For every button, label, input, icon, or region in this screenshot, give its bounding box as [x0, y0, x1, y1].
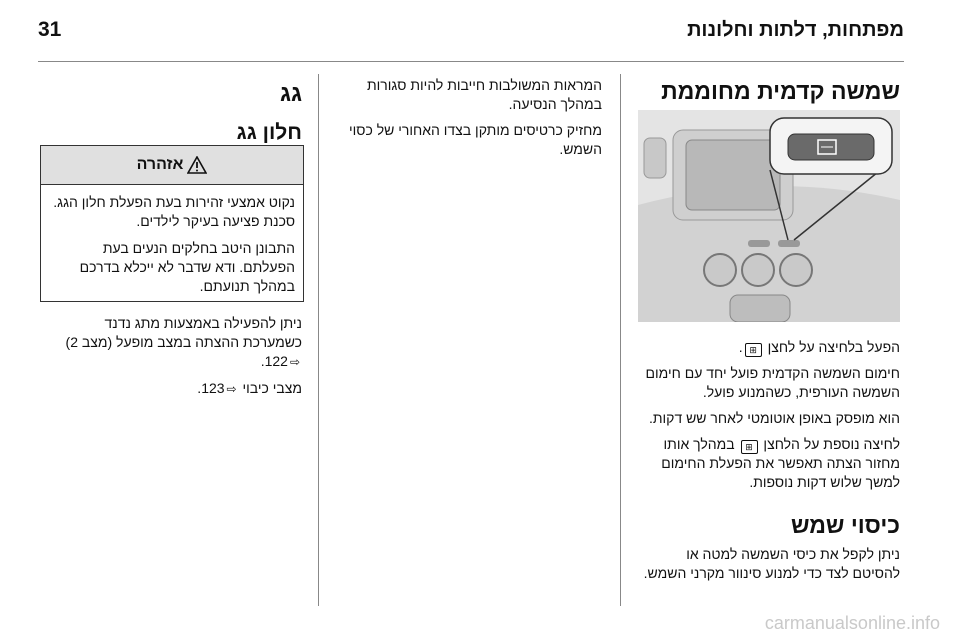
page-reference: 122 [264, 353, 288, 369]
roof-text [40, 314, 302, 399]
dashboard-illustration [638, 110, 900, 322]
page-reference-arrow-icon: ⇨ [226, 382, 237, 396]
warning-header [41, 146, 303, 185]
paragraph: הוא מופסק באופן אוטומטי לאחר שש דקות. [648, 410, 900, 426]
header-rule [38, 61, 904, 62]
heated-windscreen-icon: ⊞ [741, 440, 758, 454]
chapter-title: מפתחות, דלתות וחלונות [687, 19, 904, 41]
warning-paragraph: נקוט אמצעי זהירות בעת הפעלת חלון הגג. סכנת פציעה בעיקר לילדים. [53, 194, 295, 229]
paragraph: ניתן לקפל את כיסי השמשה למטה או להסיטם לצד כדי למנוע סינוור מקרני השמש. [643, 546, 900, 581]
page-reference: 123 [201, 380, 225, 396]
warning-body [41, 185, 303, 296]
section-heading: גג [279, 80, 302, 106]
warning-paragraph: התבונן היטב בחלקים הנעים בעת הפעלתם. ודא שדבר לא ייכלא בדרכם במהלך תנועתם. [79, 240, 295, 294]
warning-box [40, 145, 304, 302]
column-divider-left [318, 74, 319, 606]
warning-title: אזהרה [136, 156, 184, 173]
paragraph: לחיצה נוספת על הלחצן ⊞ במהלך אותו מחזור הצתה תאפשר את הפעלת החימום למשך שלוש דקות נוספות. [661, 436, 900, 490]
paragraph: כשמערכת ההצתה במצב מופעל (מצב 2) [65, 334, 302, 350]
heated-windscreen-icon: ⊞ [745, 343, 762, 357]
paragraph: מצבי כיבוי ⇨123. [197, 380, 302, 396]
paragraph: ניתן להפעילה באמצעות מתג נדנד [104, 315, 302, 331]
page-number: 31 [38, 18, 62, 41]
warning-icon [187, 156, 207, 174]
page-reference-arrow-icon: ⇨ [289, 355, 300, 369]
sub-heading: חלון גג [236, 121, 302, 144]
sun-visor-text [334, 76, 602, 159]
roof-section [40, 80, 302, 145]
paragraph: ⇨122. [260, 353, 300, 369]
page-header [38, 18, 904, 48]
section-heading: כיסוי שמש [790, 512, 900, 538]
windscreen-text [638, 338, 900, 583]
paragraph: המראות המשולבות חייבות להיות סגורות במהלך הנסיעה. [366, 77, 602, 112]
caption: הפעל בלחיצה על לחצן ⊞. [738, 339, 900, 355]
windscreen-section [638, 78, 900, 105]
paragraph: חימום השמשה הקדמית פועל יחד עם חימום השמשה העורפית, כשהמנוע פועל. [645, 365, 900, 400]
watermark: carmanualsonline.info [764, 613, 940, 633]
section-heading: שמשה קדמית מחוממת [661, 78, 900, 104]
column-divider-right [620, 74, 621, 606]
paragraph: מחזיק כרטיסים מותקן בצדו האחורי של כסוי השמש. [349, 122, 602, 157]
